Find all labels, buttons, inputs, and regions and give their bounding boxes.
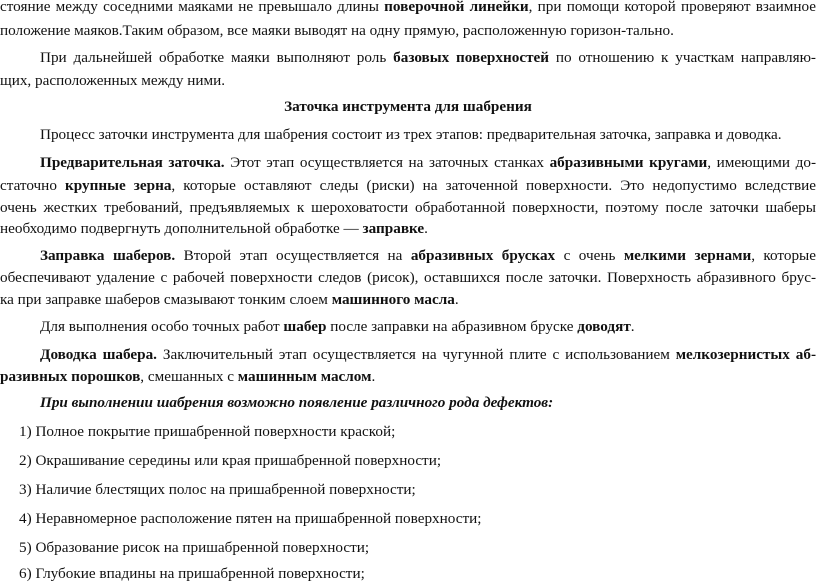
text-run: . (454, 291, 459, 308)
text-run: статочно (0, 177, 65, 194)
bold-term: машинным маслом (237, 368, 372, 385)
text-run: обеспечивают удаление с рабочей поверхности следов (рисок), оставшихся после заточки. Поверхность абразивного брус- (0, 269, 816, 286)
text-run: . (630, 318, 635, 335)
bold-term: доводят (577, 318, 631, 335)
bold-term: Предварительная заточка. (40, 154, 225, 171)
list-item: 2) Окрашивание середины или края пришабренной поверхности; (19, 452, 442, 469)
text-run: Для выполнения особо точных работ (40, 318, 284, 335)
bold-term: базовых поверхностей (393, 49, 550, 66)
text-run: . (371, 368, 376, 385)
text-run: положение маяков.Таким образом, все маяки выводят на одну прямую, расположенную горизон-тально. (0, 22, 674, 39)
paragraph-4-line-1 (0, 153, 816, 172)
text-run: , имеющими до- (707, 154, 816, 171)
bold-term: Доводка шабера. (40, 346, 157, 363)
bold-term: шабер (283, 318, 327, 335)
paragraph-5-line-3 (0, 290, 816, 309)
bold-term: крупные зерна (65, 177, 172, 194)
paragraph-1-line-1 (0, 0, 816, 16)
paragraph-2-line-1 (0, 48, 816, 67)
paragraph-4-line-2 (0, 176, 816, 195)
text-run: Этот этап осуществляется на заточных станках (224, 154, 550, 171)
section-heading: Заточка инструмента для шабрения (284, 98, 532, 115)
bold-term: абразивных брусках (410, 247, 556, 264)
list-item: 3) Наличие блестящих полос на пришабренной поверхности; (19, 481, 416, 498)
paragraph-5-line-1 (0, 246, 816, 265)
paragraph-6 (0, 317, 816, 336)
bold-term: машинного масла (331, 291, 455, 308)
list-item: 5) Образование рисок на пришабренной поверхности; (19, 539, 370, 556)
list-item: 1) Полное покрытие пришабренной поверхности краской; (19, 423, 396, 440)
text-run: При дальнейшей обработке маяки выполняют роль (40, 49, 394, 66)
text-run: ка при заправке шаберов смазывают тонким слоем (0, 291, 332, 308)
bold-term: абразивными кругами (549, 154, 708, 171)
list-item: 4) Неравномерное расположение пятен на пришабренной поверхности; (19, 510, 482, 527)
text-run: стояние между соседними маяками не превышало длины (0, 0, 385, 15)
bold-term: мелкозернистых аб- (675, 346, 816, 363)
paragraph-4-line-3 (0, 198, 816, 217)
text-run: , которые (751, 247, 816, 264)
paragraph-5-line-2 (0, 268, 816, 287)
text-run: с очень (555, 247, 624, 264)
defects-intro (0, 393, 816, 412)
text-run: после заправки на абразивном бруске (326, 318, 578, 335)
paragraph-1-line-2 (0, 21, 816, 40)
text-run: , смешанных с (140, 368, 238, 385)
text-run: . (424, 220, 428, 237)
text-run: Второй этап осуществляется на (175, 247, 411, 264)
bold-term: заправке (362, 220, 425, 237)
paragraph-4-line-4 (0, 219, 816, 238)
bold-term: мелкими зернами (623, 247, 752, 264)
text-run: очень жестких требований, предъявляемых к шероховатости обработанной поверхности, поэтому после заточки шаберы (0, 199, 816, 216)
text-run: Заключительный этап осуществляется на чугунной плите с использованием (156, 346, 676, 363)
text-run: , при помощи которой проверяют взаимное (528, 0, 816, 15)
text-run: щих, расположенных между ними. (0, 72, 226, 89)
paragraph-7-line-2 (0, 367, 816, 386)
paragraph-3 (0, 125, 816, 144)
bold-italic-text: При выполнении шабрения возможно появление различного рода дефектов: (40, 394, 554, 411)
bold-term: Заправка шаберов. (40, 247, 176, 264)
text-run: по отношению к участкам направляю- (549, 49, 816, 66)
bold-term: поверочной линейки (384, 0, 529, 15)
paragraph-2-line-2 (0, 71, 816, 90)
list-item: 6) Глубокие впадины на пришабренной поверхности; (19, 565, 365, 582)
text-run: Процесс заточки инструмента для шабрения состоит из трех этапов: предварительная заточка, заправка и доводка. (40, 126, 782, 143)
text-run: , которые оставляют следы (риски) на заточенной поверхности. Это недопустимо вследствие (171, 177, 816, 194)
text-run: необходимо подвергнуть дополнительной обработке — (0, 220, 363, 237)
bold-term: разивных порошков (0, 368, 141, 385)
paragraph-7-line-1 (0, 345, 816, 364)
